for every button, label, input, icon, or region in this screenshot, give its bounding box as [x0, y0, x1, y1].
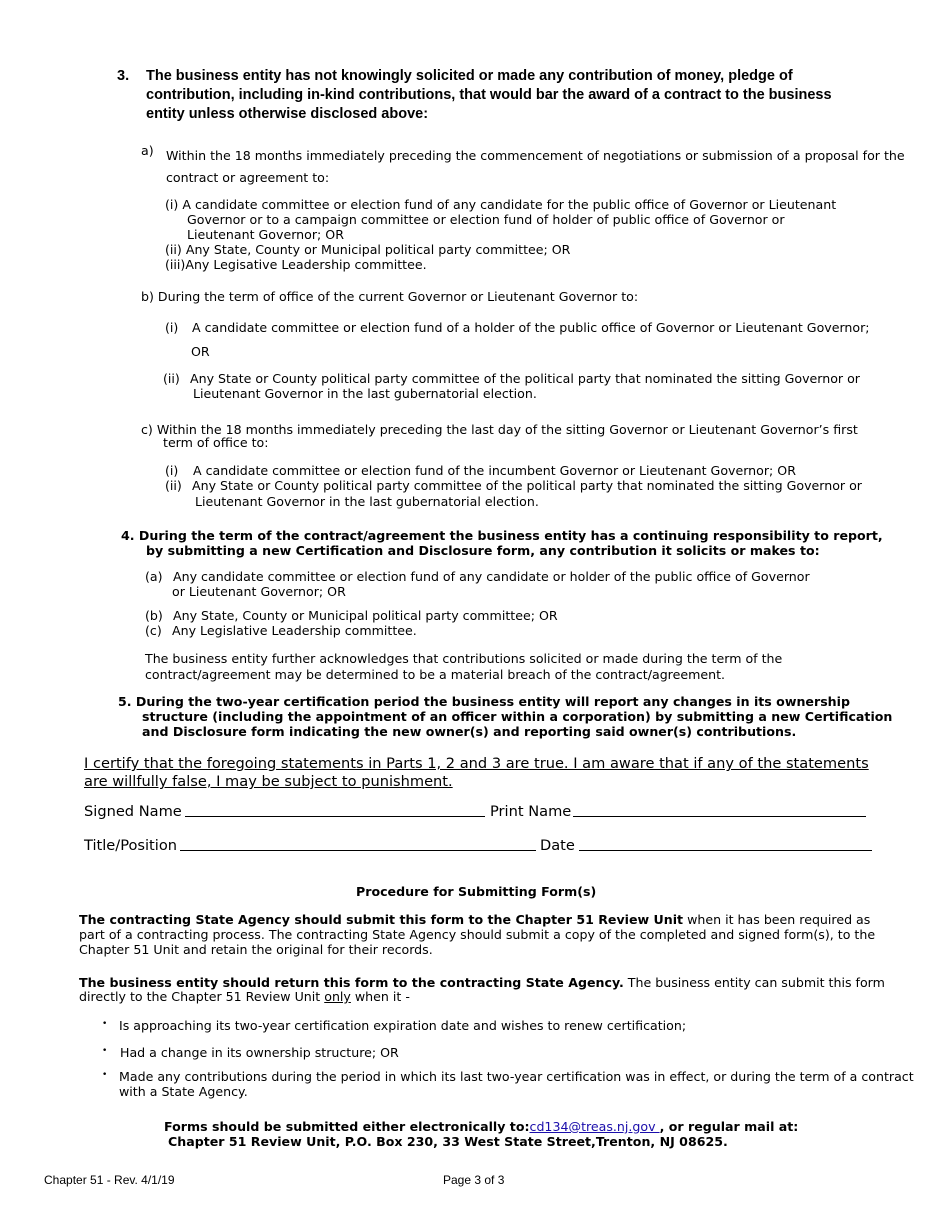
section-3a-iii: (iii)Any Legisative Leadership committee. [165, 257, 427, 272]
section-3b-ii-label: (ii) [163, 371, 180, 386]
section-3c-i-label: (i) [165, 463, 179, 478]
section-4a-line-2: or Lieutenant Governor; OR [172, 584, 346, 599]
bullet-item-3-line-2: with a State Agency. [119, 1084, 248, 1099]
section-3-number: 3. [117, 68, 130, 84]
section-4b-label: (b) [145, 608, 163, 623]
section-3a-ii: (ii) Any State, County or Municipal political party committee; OR [165, 242, 571, 257]
section-3a-line-2: contract or agreement to: [166, 170, 330, 185]
section-4-ack-line-1: The business entity further acknowledges that contributions solicited or made during the term of the [145, 651, 783, 666]
title-position-label: Title/Position [84, 837, 178, 854]
procedure-paragraph-1-line-2: part of a contracting process. The contracting State Agency should submit a copy of the completed and signed form(s), to the [79, 927, 876, 942]
signed-name-label: Signed Name [84, 803, 182, 820]
section-3-heading-line-2: contribution, including in-kind contributions, that would bar the award of a contract to the business [146, 87, 832, 103]
signed-name-field[interactable] [185, 804, 485, 817]
procedure-paragraph-1-bold: The contracting State Agency should submit this form to the Chapter 51 Review Unit [79, 912, 684, 927]
print-name-label: Print Name [490, 803, 572, 820]
section-4-heading-line-1: 4. During the term of the contract/agreement the business entity has a continuing responsibility to report, [121, 528, 883, 543]
section-3a-line-1: Within the 18 months immediately preceding the commencement of negotiations or submission of a proposal for the [166, 148, 905, 163]
bullet-item-3-line-1: Made any contributions during the period in which its last two-year certification was in effect, or during the term of a contract [119, 1069, 914, 1084]
bullet-dot-icon: • [102, 1046, 108, 1056]
procedure-paragraph-2-only: only [324, 989, 351, 1004]
procedure-paragraph-2-bold: The business entity should return this form to the contracting State Agency. [79, 975, 624, 990]
procedure-paragraph-2-rest: The business entity can submit this form [623, 975, 885, 990]
submit-instructions [164, 1119, 798, 1134]
footer-revision: Chapter 51 - Rev. 4/1/19 [44, 1173, 175, 1187]
section-4-ack-line-2: contract/agreement may be determined to be a material breach of the contract/agreement. [145, 667, 726, 682]
email-link[interactable]: cd134@treas.nj.gov [529, 1119, 660, 1134]
section-3c-ii-label: (ii) [165, 478, 182, 493]
bullet-dot-icon: • [102, 1019, 108, 1029]
section-5-line-3: and Disclosure form indicating the new owner(s) and reporting said owner(s) contributions. [142, 724, 797, 739]
section-3c-ii-line-2: Lieutenant Governor in the last gubernatorial election. [195, 494, 539, 509]
bullet-dot-icon: • [102, 1070, 108, 1080]
section-4b-text: Any State, County or Municipal political party committee; OR [173, 608, 558, 623]
section-3b-i-or: OR [191, 344, 210, 359]
procedure-paragraph-2-line-2-a: directly to the Chapter 51 Review Unit [79, 989, 325, 1004]
section-5-line-2: structure (including the appointment of an officer within a corporation) by submitting a new Certification [142, 709, 893, 724]
bullet-item-1: Is approaching its two-year certification expiration date and wishes to renew certification; [119, 1018, 687, 1033]
certify-line-2: are willfully false, I may be subject to punishment. [84, 773, 453, 790]
submit-prefix: Forms should be submitted either electronically to: [164, 1119, 530, 1134]
section-3-heading-line-1: The business entity has not knowingly solicited or made any contribution of money, pledge of [146, 68, 793, 84]
procedure-paragraph-2-line-2-b: when it - [350, 989, 410, 1004]
section-3c-i-text: A candidate committee or election fund of the incumbent Governor or Lieutenant Governor; OR [193, 463, 796, 478]
procedure-paragraph-1-rest: when it has been required as [683, 912, 871, 927]
section-4a-label: (a) [145, 569, 163, 584]
section-4c-label: (c) [145, 623, 162, 638]
mailing-address: Chapter 51 Review Unit, P.O. Box 230, 33 West State Street,Trenton, NJ 08625. [168, 1134, 728, 1149]
section-3b-ii-line-1: Any State or County political party committee of the political party that nominated the sitting Governor or [190, 371, 860, 386]
title-position-field[interactable] [180, 838, 536, 851]
date-label: Date [540, 837, 575, 854]
procedure-title: Procedure for Submitting Form(s) [356, 884, 597, 899]
section-3b-i-label: (i) [165, 320, 179, 335]
section-3-heading-line-3: entity unless otherwise disclosed above: [146, 106, 429, 122]
section-3b-i-text: A candidate committee or election fund of a holder of the public office of Governor or Lieutenant Governor; [192, 320, 870, 335]
section-3a-i-line-1: (i) A candidate committee or election fund of any candidate for the public office of Governor or Lieutenant [165, 197, 837, 212]
section-3a-i-line-3: Lieutenant Governor; OR [187, 227, 344, 242]
section-4-heading-line-2: by submitting a new Certification and Disclosure form, any contribution it solicits or makes to: [146, 543, 820, 558]
procedure-paragraph-1-line-3: Chapter 51 Unit and retain the original for their records. [79, 942, 433, 957]
submit-suffix: , or regular mail at: [659, 1119, 799, 1134]
section-3b-intro: b) During the term of office of the current Governor or Lieutenant Governor to: [141, 289, 639, 304]
section-4a-line-1: Any candidate committee or election fund of any candidate or holder of the public office of Governor [173, 569, 810, 584]
section-3c-ii-line-1: Any State or County political party committee of the political party that nominated the sitting Governor or [192, 478, 862, 493]
procedure-paragraph-2-line-2 [79, 989, 410, 1004]
section-3a-i-line-2: Governor or to a campaign committee or election fund of holder of public office of Governor or [187, 212, 785, 227]
date-field[interactable] [579, 838, 872, 851]
footer-page-number: Page 3 of 3 [443, 1173, 505, 1187]
print-name-field[interactable] [573, 804, 866, 817]
section-3c-intro-line-2: term of office to: [163, 435, 269, 450]
section-3a-label: a) [141, 143, 154, 158]
certify-line-1: I certify that the foregoing statements in Parts 1, 2 and 3 are true. I am aware that if any of the statements [84, 755, 869, 772]
section-4c-text: Any Legislative Leadership committee. [172, 623, 417, 638]
section-5-line-1: 5. During the two-year certification period the business entity will report any changes in its ownership [118, 694, 850, 709]
bullet-item-2: Had a change in its ownership structure; OR [120, 1045, 399, 1060]
procedure-paragraph-2-line-1 [79, 975, 885, 990]
procedure-paragraph-1-line-1 [79, 912, 870, 927]
section-3c-intro-line-1: c) Within the 18 months immediately preceding the last day of the sitting Governor or Lieutenant Governor’s first [141, 422, 858, 437]
section-3b-ii-line-2: Lieutenant Governor in the last gubernatorial election. [193, 386, 537, 401]
